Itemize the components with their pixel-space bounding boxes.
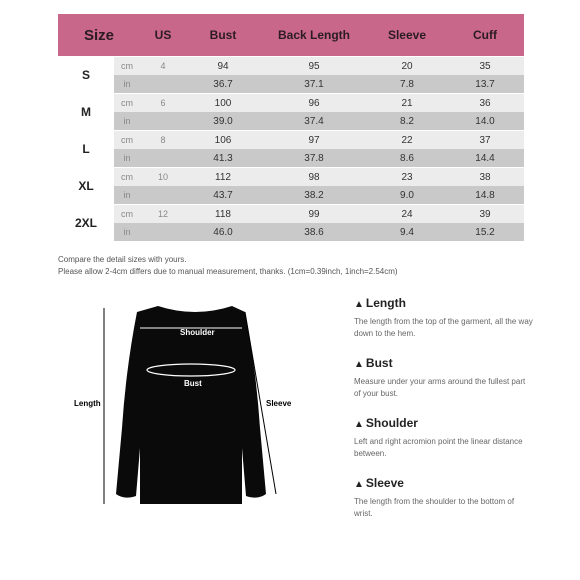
size-group [58,93,524,130]
sweater-illustration [70,298,320,518]
triangle-icon: ▲ [354,299,364,310]
table-row [114,149,524,167]
cuff-cell: 13.7 [475,78,495,90]
table-header [58,14,524,56]
unit-cell: cm [121,209,133,219]
definition-text: Left and right acromion point the linear distance between. [354,437,523,458]
header-bust: Bust [209,28,237,42]
unit-cell: cm [121,98,133,108]
definition-title-text: Length [365,296,406,310]
back-length-cell: 38.6 [304,226,324,238]
table-row [114,112,524,130]
back-length-cell: 37.8 [304,152,324,164]
definition-title [354,476,534,490]
size-label: S [58,57,114,93]
sleeve-cell: 9.0 [400,189,414,201]
bust-cell: 112 [215,171,231,183]
note-tolerance: Please allow 2-4cm differs due to manual measurement, thanks. (1cm=0.39inch, 1inch=2.54cm) [58,267,398,276]
size-group [58,204,524,241]
table-row [114,223,524,241]
definition-text: Measure under your arms around the fullest part of your bust. [354,377,526,398]
label-length: Length [74,399,101,408]
unit-cell: in [123,190,131,200]
note-compare: Compare the detail sizes with yours. [58,255,187,264]
bust-cell: 43.7 [213,189,233,201]
unit-cell: in [123,227,131,237]
triangle-icon: ▲ [354,419,364,430]
bust-cell: 46.0 [213,226,233,238]
definition-text: The length from the top of the garment, all the way down to the hem. [354,317,533,338]
triangle-icon: ▲ [354,479,364,490]
bust-cell: 41.3 [213,152,233,164]
definition-title [354,416,534,430]
table-row [114,75,524,93]
back-length-cell: 37.1 [304,78,324,90]
bust-cell: 106 [214,134,232,146]
back-length-cell: 95 [308,60,320,72]
sleeve-cell: 21 [401,97,413,109]
back-length-cell: 96 [308,97,320,109]
definition-text: The length from the shoulder to the bottom of wrist. [354,497,515,518]
us-cell: 12 [157,209,168,219]
label-shoulder: Shoulder [180,328,215,337]
table-row [114,131,524,149]
header-cuff: Cuff [473,28,497,42]
label-bust: Bust [184,379,202,388]
definition-item [354,476,534,520]
definition-item [354,296,534,340]
unit-cell: in [123,116,131,126]
definition-item [354,416,534,460]
unit-cell: in [123,79,131,89]
bust-cell: 39.0 [213,115,233,127]
bust-cell: 100 [214,97,232,109]
unit-cell: cm [121,61,133,71]
bust-cell: 118 [215,208,231,220]
cuff-cell: 14.0 [475,115,495,127]
header-back-length: Back Length [277,28,350,42]
size-label: M [58,94,114,130]
garment-diagram [70,298,320,518]
definition-title-text: Shoulder [365,416,418,430]
table-row [114,168,524,186]
size-label: XL [58,168,114,204]
definition-title [354,356,534,370]
back-length-cell: 97 [308,134,320,146]
table-row [114,205,524,223]
cuff-cell: 39 [479,208,491,220]
size-group [58,130,524,167]
unit-cell: cm [121,172,133,182]
us-cell: 6 [160,98,166,108]
sleeve-cell: 20 [401,60,413,72]
size-group [58,167,524,204]
measurement-definitions [354,296,534,536]
back-length-cell: 98 [308,171,320,183]
us-cell: 10 [157,172,168,182]
sleeve-cell: 8.6 [400,152,414,164]
back-length-cell: 37.4 [304,115,324,127]
back-length-cell: 99 [308,208,320,220]
back-length-cell: 38.2 [304,189,324,201]
table-row [114,57,524,75]
size-label: L [58,131,114,167]
bust-cell: 94 [217,60,229,72]
sleeve-cell: 9.4 [400,226,414,238]
sleeve-cell: 22 [401,134,413,146]
definition-title-text: Bust [365,356,393,370]
header-size: Size [83,26,114,44]
size-notes [58,254,398,278]
definition-item [354,356,534,400]
unit-cell: in [123,153,131,163]
triangle-icon: ▲ [354,359,364,370]
sleeve-cell: 8.2 [400,115,414,127]
header-sleeve: Sleeve [387,28,427,42]
table-body [58,56,524,241]
sleeve-cell: 7.8 [400,78,414,90]
table-row [114,186,524,204]
cuff-cell: 36 [479,97,491,109]
us-cell: 4 [160,61,166,71]
definition-title [354,296,534,310]
size-chart-table [58,14,524,241]
table-row [114,94,524,112]
bust-cell: 36.7 [213,78,233,90]
label-sleeve: Sleeve [266,399,292,408]
cuff-cell: 38 [479,171,491,183]
cuff-cell: 15.2 [475,226,495,238]
sleeve-cell: 24 [401,208,413,220]
cuff-cell: 14.4 [475,152,495,164]
size-group [58,56,524,93]
size-label: 2XL [58,205,114,241]
cuff-cell: 35 [479,60,491,72]
cuff-cell: 37 [479,134,491,146]
definition-title-text: Sleeve [365,476,404,490]
sleeve-cell: 23 [401,171,413,183]
unit-cell: cm [121,135,133,145]
header-us: US [154,28,172,42]
us-cell: 8 [160,135,166,145]
cuff-cell: 14.8 [475,189,495,201]
